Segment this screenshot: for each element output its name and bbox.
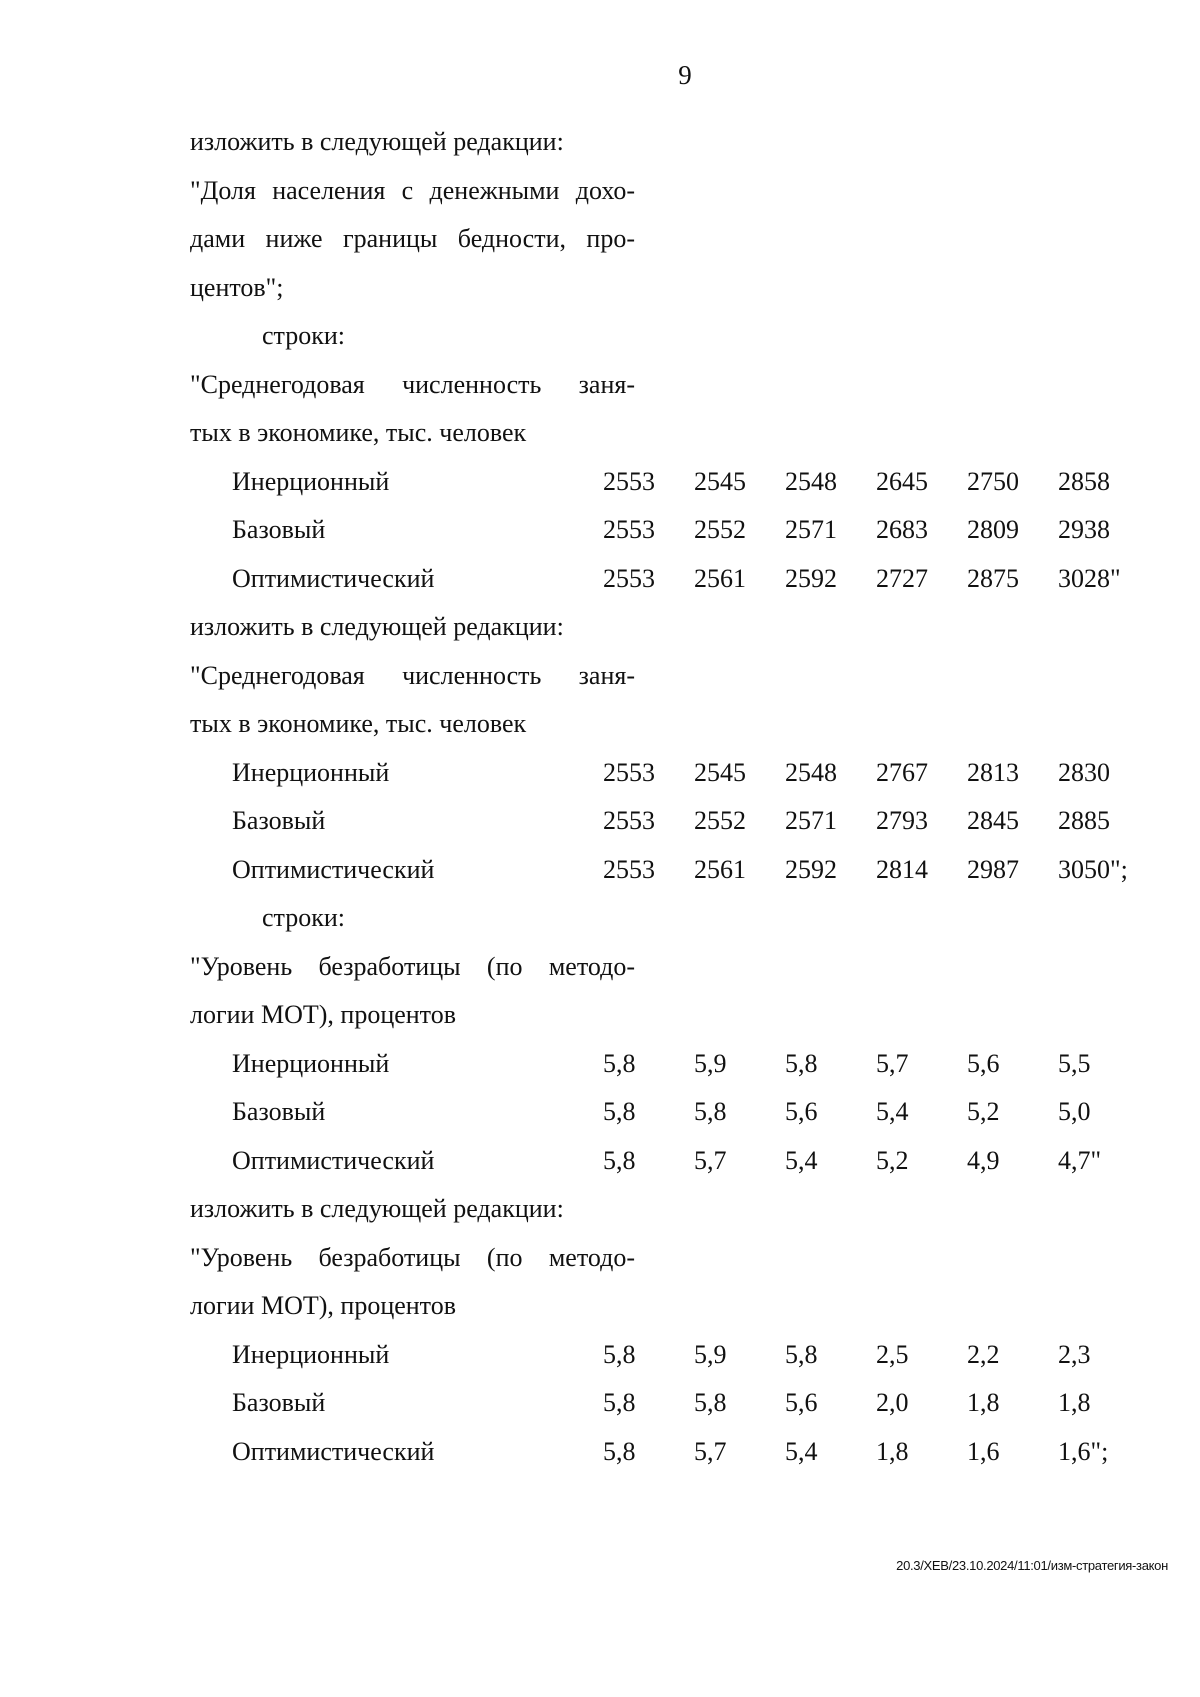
scenario-label: Инерционный <box>232 1339 390 1369</box>
paragraph-line: "Уровень безработицы (по методо- <box>190 1242 635 1272</box>
table-cell: 2767 <box>876 757 928 787</box>
table-cell: 2552 <box>694 806 746 835</box>
paragraph-line: тых в экономике, тыс. человек <box>190 418 527 447</box>
table-cell: 5,8 <box>603 1048 636 1078</box>
table-cell: 5,9 <box>694 1048 727 1078</box>
table-cell: 2938 <box>1058 515 1110 544</box>
scenario-label: Инерционный <box>232 466 390 496</box>
table-cell: 2814 <box>876 854 928 884</box>
table-row <box>190 749 1190 798</box>
paragraph-line: центов"; <box>190 272 284 302</box>
table-cell: 2553 <box>603 854 655 884</box>
table-cell: 2,2 <box>967 1339 1000 1369</box>
table-cell: 5,8 <box>603 1388 636 1417</box>
paragraph-line: строки: <box>262 903 345 932</box>
table-row <box>190 1040 1190 1089</box>
table-cell: 2561 <box>694 854 746 884</box>
table-cell: 2727 <box>876 563 928 593</box>
table-cell: 1,8 <box>967 1388 1000 1417</box>
paragraph-line: изложить в следующей редакции: <box>190 127 564 156</box>
table-cell: 2750 <box>967 466 1019 496</box>
table-cell: 4,9 <box>967 1145 1000 1175</box>
table-cell: 2592 <box>785 563 837 593</box>
table-cell: 5,5 <box>1058 1048 1091 1078</box>
table-cell: 5,8 <box>603 1097 636 1126</box>
table-cell: 5,8 <box>603 1145 636 1175</box>
table-cell: 5,4 <box>876 1097 909 1126</box>
table-cell: 2545 <box>694 466 746 496</box>
table-cell: 2548 <box>785 757 837 787</box>
scenario-label: Базовый <box>232 1388 326 1417</box>
table-row <box>190 1088 1190 1137</box>
table-cell: 2,3 <box>1058 1339 1091 1369</box>
paragraph-line: строки: <box>262 321 345 350</box>
table-cell: 2561 <box>694 563 746 593</box>
paragraph-line: изложить в следующей редакции: <box>190 612 564 641</box>
table-cell: 2553 <box>603 515 655 544</box>
table-cell: 2553 <box>603 757 655 787</box>
paragraph-line: логии МОТ), процентов <box>190 1000 456 1029</box>
document-footer-id: 20.3/ХЕВ/23.10.2024/11:01/изм-стратегия-закон <box>896 1558 1168 1573</box>
scenario-label: Базовый <box>232 1097 326 1126</box>
paragraph-line: дами ниже границы бедности, про- <box>190 224 635 253</box>
scenario-label: Оптимистический <box>232 1145 435 1175</box>
table-cell: 5,4 <box>785 1145 818 1175</box>
table-cell: 5,8 <box>603 1339 636 1369</box>
table-cell: 2553 <box>603 806 655 835</box>
table-cell: 2809 <box>967 515 1019 544</box>
table-cell: 2548 <box>785 466 837 496</box>
page-number: 9 <box>678 60 692 90</box>
table-cell: 5,2 <box>876 1145 909 1175</box>
paragraph-line: логии МОТ), процентов <box>190 1291 456 1320</box>
paragraph-line: "Среднегодовая численность заня- <box>190 660 635 690</box>
table-cell: 2645 <box>876 466 928 496</box>
scenario-label: Оптимистический <box>232 563 435 593</box>
table-cell: 3050"; <box>1058 854 1128 884</box>
paragraph-line: "Доля населения с денежными дохо- <box>190 175 635 205</box>
paragraph-line: изложить в следующей редакции: <box>190 1194 564 1223</box>
table-row <box>190 1428 1190 1477</box>
table-cell: 5,9 <box>694 1339 727 1369</box>
table-cell: 1,8 <box>1058 1388 1091 1417</box>
table-cell: 2571 <box>785 806 837 835</box>
table-cell: 2858 <box>1058 466 1110 496</box>
table-cell: 2592 <box>785 854 837 884</box>
table-row <box>190 506 1190 555</box>
scenario-label: Оптимистический <box>232 854 435 884</box>
table-cell: 2813 <box>967 757 1019 787</box>
scenario-label: Инерционный <box>232 1048 390 1078</box>
scenario-label: Базовый <box>232 515 326 544</box>
table-cell: 2793 <box>876 806 928 835</box>
table-cell: 5,4 <box>785 1436 818 1466</box>
table-row <box>190 797 1190 846</box>
table-cell: 5,8 <box>694 1097 727 1126</box>
scenario-label: Оптимистический <box>232 1436 435 1466</box>
table-cell: 2545 <box>694 757 746 787</box>
table-row <box>190 555 1190 604</box>
table-cell: 5,8 <box>785 1339 818 1369</box>
table-cell: 2845 <box>967 806 1019 835</box>
table-cell: 2552 <box>694 515 746 544</box>
table-cell: 5,6 <box>785 1388 818 1417</box>
table-cell: 2885 <box>1058 806 1110 835</box>
scenario-label: Инерционный <box>232 757 390 787</box>
table-cell: 5,7 <box>876 1048 909 1078</box>
table-cell: 4,7" <box>1058 1145 1102 1175</box>
table-cell: 5,8 <box>603 1436 636 1466</box>
table-row <box>190 1137 1190 1186</box>
table-row <box>190 1379 1190 1428</box>
table-cell: 3028" <box>1058 563 1121 593</box>
scenario-label: Базовый <box>232 806 326 835</box>
table-cell: 5,0 <box>1058 1097 1091 1126</box>
table-cell: 5,2 <box>967 1097 1000 1126</box>
table-cell: 5,6 <box>967 1048 1000 1078</box>
table-cell: 5,7 <box>694 1145 727 1175</box>
table-cell: 2553 <box>603 466 655 496</box>
table-cell: 2,5 <box>876 1339 909 1369</box>
table-cell: 5,8 <box>785 1048 818 1078</box>
table-row <box>190 458 1190 507</box>
table-cell: 2,0 <box>876 1388 909 1417</box>
table-cell: 5,8 <box>694 1388 727 1417</box>
table-cell: 1,6 <box>967 1436 1000 1466</box>
table-row <box>190 1331 1190 1380</box>
table-cell: 1,8 <box>876 1436 909 1466</box>
table-cell: 5,7 <box>694 1436 727 1466</box>
table-row <box>190 846 1190 895</box>
paragraph-line: тых в экономике, тыс. человек <box>190 709 527 738</box>
table-cell: 2571 <box>785 515 837 544</box>
table-cell: 2875 <box>967 563 1019 593</box>
document-body <box>190 118 1190 1476</box>
table-cell: 2683 <box>876 515 928 544</box>
paragraph-line: "Среднегодовая численность заня- <box>190 369 635 399</box>
table-cell: 2830 <box>1058 757 1110 787</box>
table-cell: 1,6"; <box>1058 1436 1109 1466</box>
table-cell: 2553 <box>603 563 655 593</box>
table-cell: 5,6 <box>785 1097 818 1126</box>
table-cell: 2987 <box>967 854 1019 884</box>
paragraph-line: "Уровень безработицы (по методо- <box>190 951 635 981</box>
